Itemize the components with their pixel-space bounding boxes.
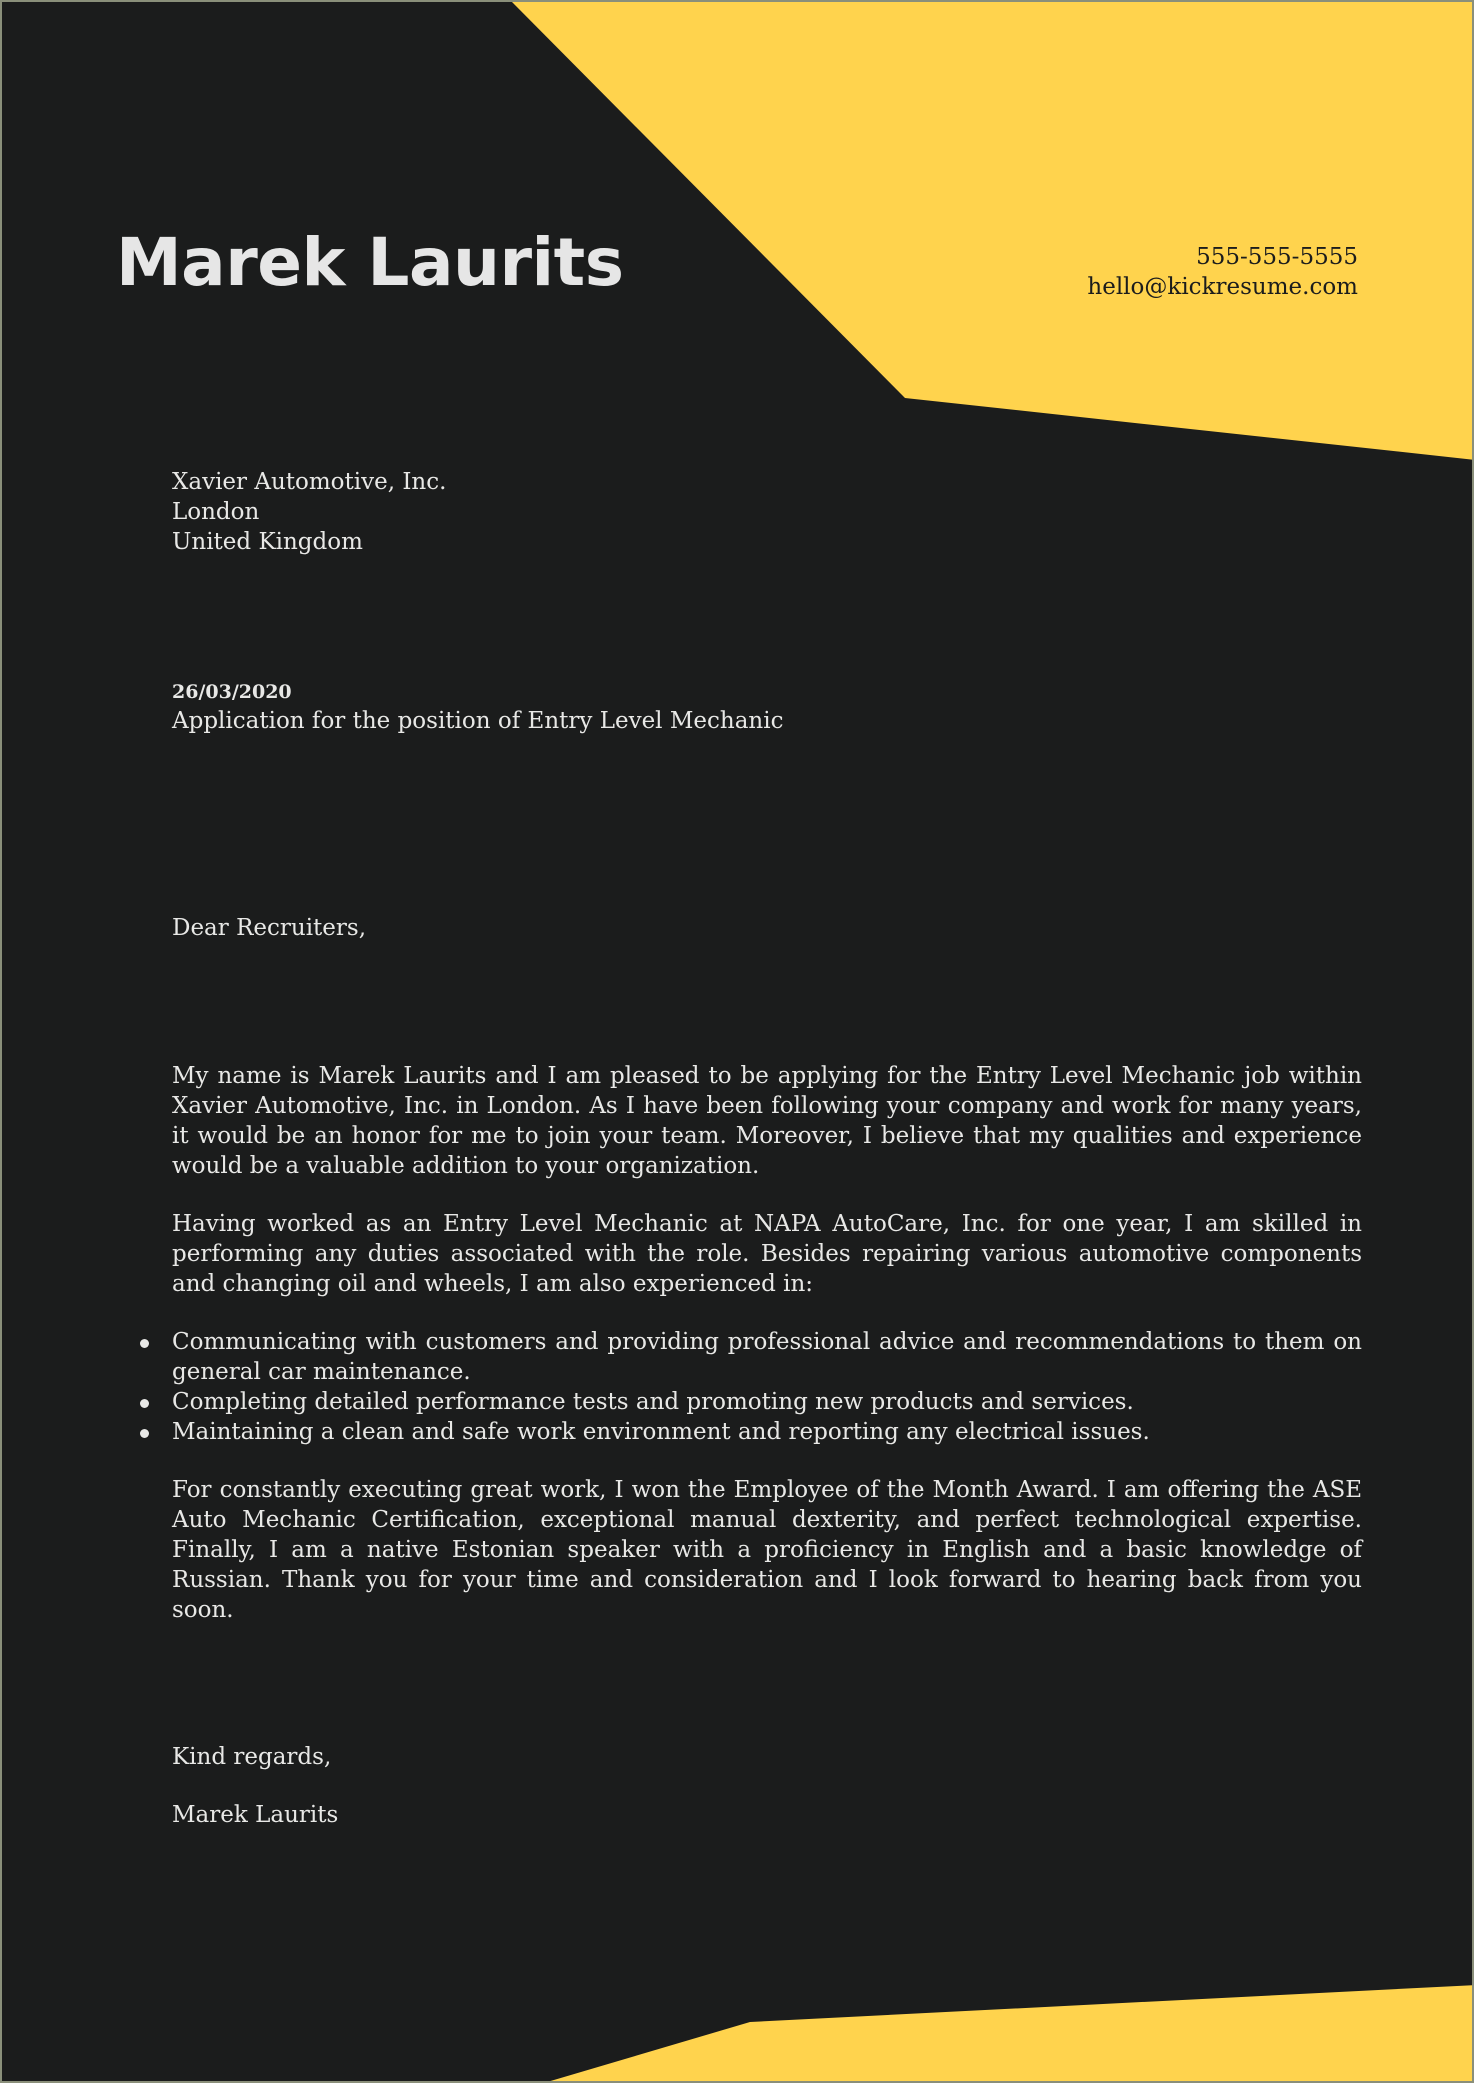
signature-name: Marek Laurits: [172, 1802, 339, 1828]
recipient-country: United Kingdom: [172, 529, 363, 555]
email-address: hello@kickresume.com: [1087, 274, 1358, 300]
bottom-yellow-shape: [537, 1985, 1474, 2083]
recipient-company: Xavier Automotive, Inc.: [172, 469, 447, 495]
top-yellow-shape: [512, 2, 1474, 460]
body-paragraph-2: Having worked as an Entry Level Mechanic at NAPA AutoCare, Inc. for one year, I am skilled in performing any duties associated with the role. Besides repairing various automotive components and changing oil and wheels, I am also experienced in:: [172, 1211, 1362, 1297]
body-paragraph-1: My name is Marek Laurits and I am pleased to be applying for the Entry Level Mechanic job within Xavier Automotive, Inc. in London. As I have been following your company and work for many years, it would be an honor for me to join your team. Moreover, I believe that my qualities and experience would be a valuable addition to your organization.: [172, 1063, 1362, 1179]
letter-date: 26/03/2020: [172, 681, 292, 703]
recipient-address: [172, 467, 1362, 557]
list-item-text: Maintaining a clean and safe work environment and reporting any electrical issues.: [172, 1419, 1150, 1445]
list-item: [172, 1327, 1362, 1387]
valediction: Kind regards,: [172, 1744, 332, 1770]
bullet-icon: [140, 1399, 149, 1408]
contact-info: [1087, 242, 1358, 302]
letter-subject: Application for the position of Entry Level Mechanic: [172, 708, 784, 734]
list-item-text: Completing detailed performance tests and promoting new products and services.: [172, 1389, 1134, 1415]
list-item-text: Communicating with customers and providing professional advice and recommendations to them on general car maintenance.: [172, 1329, 1362, 1385]
experience-list: [172, 1327, 1362, 1447]
list-item: [172, 1387, 1362, 1417]
bullet-icon: [140, 1429, 149, 1438]
closing: [172, 1742, 1362, 1858]
bullet-icon: [140, 1339, 149, 1348]
list-item: [172, 1417, 1362, 1447]
body-paragraph-3: For constantly executing great work, I won the Employee of the Month Award. I am offering the ASE Auto Mechanic Certification, exceptional manual dexterity, and perfect technological expertise. Finally, I am a native Estonian speaker with a proficiency in English and a basic knowledge of Russian. Thank you for your time and consideration and I look forward to hearing back from you soon.: [172, 1477, 1362, 1623]
salutation: Dear Recruiters,: [172, 915, 367, 941]
recipient-city: London: [172, 499, 260, 525]
letter-body: [172, 1061, 1362, 1653]
date-and-subject: [172, 678, 1362, 736]
applicant-name: Marek Laurits: [116, 224, 624, 301]
phone-number: 555-555-5555: [1196, 244, 1358, 270]
